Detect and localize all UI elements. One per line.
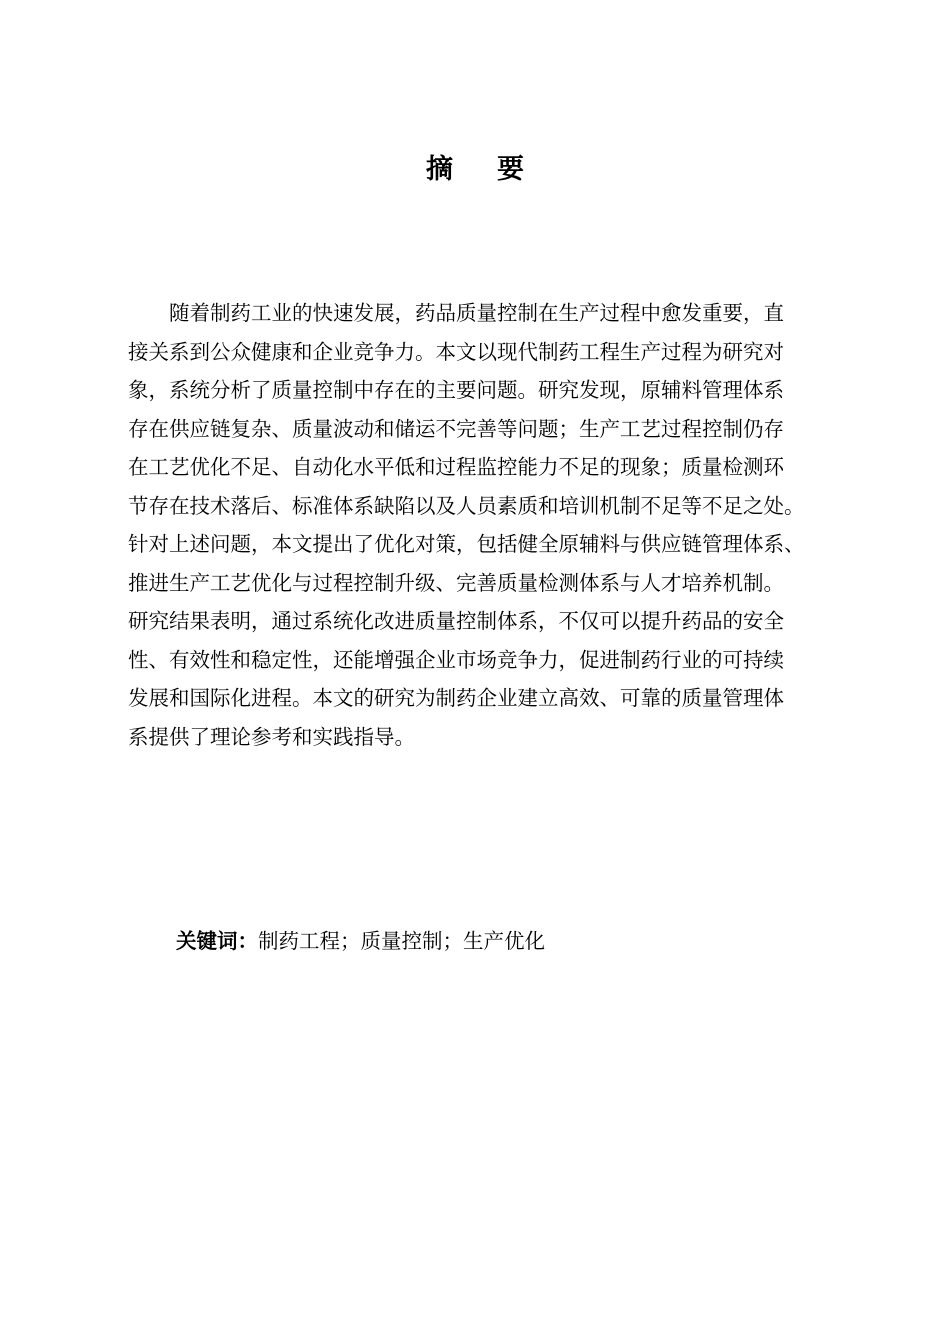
keywords-section bbox=[176, 922, 545, 960]
abstract-line: 性、有效性和稳定性，还能增强企业市场竞争力，促进制药行业的可持续 bbox=[128, 647, 784, 672]
abstract-line: 节存在技术落后、标准体系缺陷以及人员素质和培训机制不足等不足之处。 bbox=[128, 493, 805, 518]
abstract-line: 推进生产工艺优化与过程控制升级、完善质量检测体系与人才培养机制。 bbox=[128, 570, 784, 595]
abstract-line: 系提供了理论参考和实践指导。 bbox=[128, 724, 415, 749]
abstract-line: 随着制药工业的快速发展，药品质量控制在生产过程中愈发重要，直 bbox=[169, 301, 784, 325]
keywords-label: 关键词： bbox=[176, 929, 258, 953]
abstract-line: 针对上述问题，本文提出了优化对策，包括健全原辅料与供应链管理体系、 bbox=[128, 532, 805, 556]
abstract-body bbox=[128, 294, 856, 756]
title-char-1: 摘 bbox=[426, 154, 453, 185]
keywords-value: 制药工程；质量控制；生产优化 bbox=[258, 929, 545, 953]
abstract-line: 在工艺优化不足、自动化水平低和过程监控能力不足的现象；质量检测环 bbox=[128, 455, 784, 479]
title-char-2: 要 bbox=[497, 154, 524, 185]
abstract-line: 象，系统分析了质量控制中存在的主要问题。研究发现，原辅料管理体系 bbox=[128, 378, 784, 402]
page-title bbox=[0, 150, 950, 190]
abstract-line: 发展和国际化进程。本文的研究为制药企业建立高效、可靠的质量管理体 bbox=[128, 686, 784, 710]
abstract-line: 存在供应链复杂、质量波动和储运不完善等问题；生产工艺过程控制仍存 bbox=[128, 416, 784, 441]
abstract-line: 接关系到公众健康和企业竞争力。本文以现代制药工程生产过程为研究对 bbox=[128, 339, 784, 364]
abstract-line: 研究结果表明，通过系统化改进质量控制体系，不仅可以提升药品的安全 bbox=[128, 609, 784, 633]
